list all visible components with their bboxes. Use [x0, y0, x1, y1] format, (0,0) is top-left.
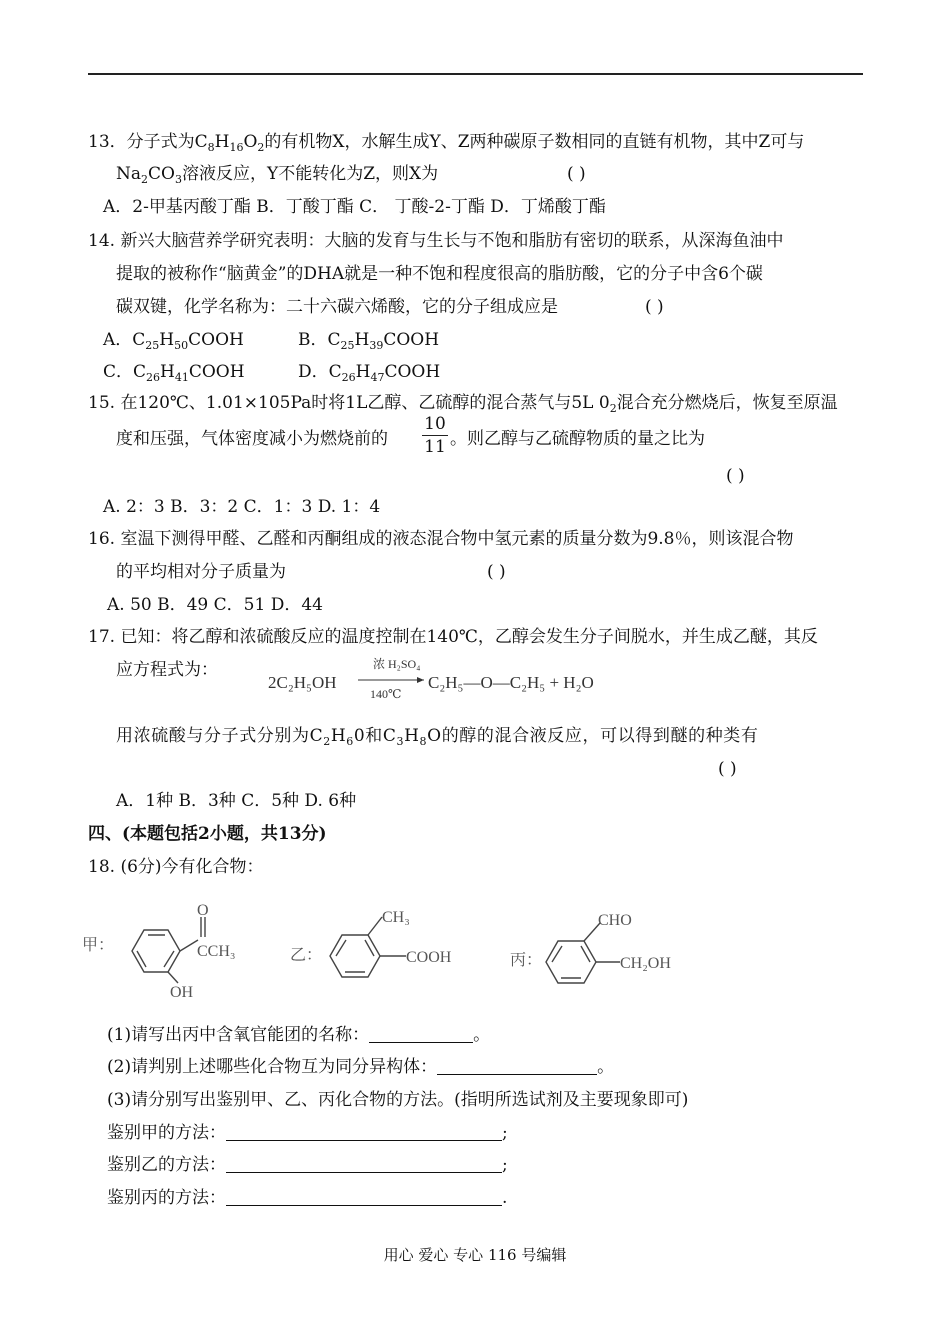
fraction-denominator: 11	[424, 437, 446, 457]
benzene-ring-jia	[132, 930, 180, 972]
q17-options: A．1种 B．3种 C．5种 D. 6种	[116, 791, 357, 811]
yi-label: 乙：	[290, 947, 323, 964]
answer-blank-bing[interactable]	[226, 1189, 502, 1206]
q17-answer-paren[interactable]: ( )	[718, 759, 737, 779]
q14-line2: 提取的被称作“脑黄金”的DHA就是一种不饱和程度很高的脂肪酸，它的分子中含6个碳	[116, 264, 763, 284]
q14-option-a: A．$C_{25}H_{50}COOH$	[103, 330, 244, 352]
q16-line1: 16. 室温下测得甲醛、乙醛和丙酮组成的液态混合物中氢元素的质量分数为9.8％，则该混合物	[88, 529, 794, 549]
yi-carboxyl: COOH	[406, 949, 452, 966]
q17-reaction-equation	[266, 652, 626, 700]
jia-acetyl: CCH₃	[197, 943, 236, 960]
q16-answer-paren[interactable]: ( )	[487, 562, 506, 582]
q13-line1: 13．分子式为$C_8H_{16}O_2$的有机物X，水解生成Y、Z两种碳原子数相同的直链有机物，其中Z可与	[88, 132, 805, 154]
header-rule	[88, 73, 863, 75]
q15-line2b: 。则乙醇与乙硫醇物质的量之比为	[450, 429, 705, 449]
q17-line1: 17. 已知：将乙醇和浓硫酸反应的温度控制在140℃，乙醇会发生分子间脱水，并生成乙醚，其反	[88, 627, 818, 647]
answer-blank-jia[interactable]	[226, 1124, 502, 1141]
q13-line2: $Na_2CO_3$溶液反应，Y不能转化为Z，则X为	[116, 164, 439, 186]
q15-options: A. 2：3 B．3：2 C．1：3 D. 1：4	[103, 497, 381, 517]
eq-products: C₂H₅—O—C₂H₅ + H₂O	[428, 673, 594, 692]
q18-part2: (2)请判别上述哪些化合物互为同分异构体： 。	[107, 1057, 615, 1077]
q14-option-d: D．$C_{26}H_{47}COOH$	[298, 362, 441, 384]
section-four-heading: 四、(本题包括2小题，共13分)	[88, 824, 327, 844]
q16-options: A. 50 B．49 C．51 D．44	[107, 595, 323, 615]
q18-title: 18. (6分)今有化合物：	[88, 857, 264, 877]
bing-aldehyde: CHO	[598, 912, 632, 929]
bing-hydroxymethyl: CH₂OH	[620, 955, 671, 972]
q17-line2: 应方程式为：	[116, 660, 218, 680]
fraction-numerator: 10	[424, 414, 446, 434]
yi-methyl: CH₃	[382, 909, 410, 926]
q15-line2a: 度和压强，气体密度减小为燃烧前的	[116, 429, 388, 449]
yi-structure	[330, 917, 406, 977]
q18-method-jia: 鉴别甲的方法： ;	[107, 1123, 508, 1143]
jia-hydroxyl: OH	[170, 984, 194, 1001]
q14-option-b: B．$C_{25}H_{39}COOH$	[298, 330, 440, 352]
q13-options: A．2-甲基丙酸丁酯 B．丁酸丁酯 C． 丁酸-2-丁酯 D．丁烯酸丁酯	[103, 197, 606, 217]
jia-oxygen: O	[197, 902, 209, 919]
eq-condition: 140℃	[370, 687, 402, 700]
eq-arrow-head	[417, 677, 424, 683]
answer-blank-2[interactable]	[437, 1058, 597, 1075]
bing-label: 丙：	[510, 952, 543, 969]
q16-line2: 的平均相对分子质量为	[116, 562, 286, 582]
bing-structure	[546, 923, 620, 983]
jia-structure	[132, 917, 205, 983]
q18-method-bing: 鉴别丙的方法： .	[107, 1188, 508, 1208]
q14-line1: 14. 新兴大脑营养学研究表明：大脑的发育与生长与不饱和脂肪有密切的联系，从深海鱼油中	[88, 231, 784, 251]
eq-reactant: 2C₂H₅OH	[268, 673, 337, 692]
q15-line1: 15. 在120℃、1.01×105Pa时将1L乙醇、乙硫醇的混合蒸气与5L $0_2$混合充分燃烧后，恢复至原温	[88, 393, 838, 415]
q13-number: 13．	[88, 132, 127, 152]
q14-answer-paren[interactable]: ( )	[645, 297, 664, 317]
page-footer: 用心 爱心 专心 116 号编辑	[383, 1246, 567, 1264]
q14-option-c: C．$C_{26}H_{41}COOH$	[103, 362, 245, 384]
benzene-ring-bing	[546, 941, 596, 983]
q18-part1: (1)请写出丙中含氧官能团的名称： 。	[107, 1025, 491, 1045]
q13-answer-paren[interactable]: ( )	[567, 164, 586, 184]
q18-method-yi: 鉴别乙的方法： ;	[107, 1155, 508, 1175]
answer-blank-yi[interactable]	[226, 1156, 502, 1173]
jia-label: 甲：	[82, 937, 115, 954]
q15-fraction	[422, 414, 448, 457]
q17-line3: 用浓硫酸与分子式分别为$C_2H_60$和$C_3H_8O$的醇的混合液反应，可以得到醚的种类有	[116, 726, 759, 748]
q18-part3: (3)请分别写出鉴别甲、乙、丙化合物的方法。(指明所选试剂及主要现象即可)	[107, 1090, 689, 1110]
benzene-ring-yi	[330, 935, 380, 977]
q18-structures	[80, 895, 720, 1005]
answer-blank-1[interactable]	[369, 1026, 473, 1043]
fraction-bar	[422, 435, 448, 436]
eq-catalyst: 浓 H₂SO₄	[373, 657, 421, 671]
q15-answer-paren[interactable]: ( )	[726, 466, 745, 486]
q14-line3: 碳双键，化学名称为：二十六碳六烯酸，它的分子组成应是	[116, 297, 558, 317]
